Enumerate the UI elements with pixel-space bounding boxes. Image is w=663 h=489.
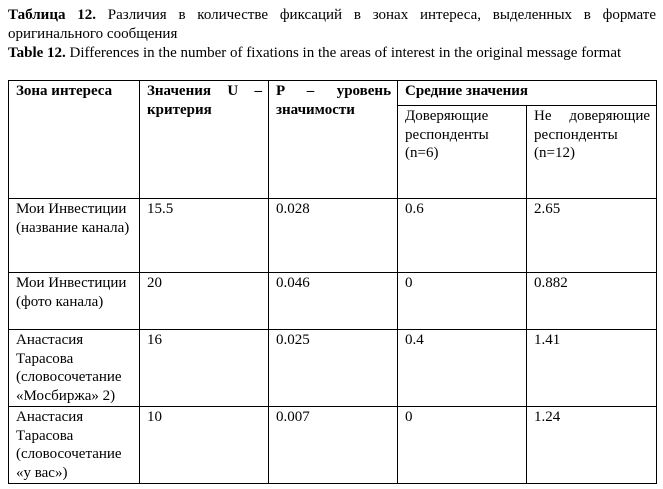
header-u-criterion: Значения U – критерия: [140, 81, 269, 199]
cell-zone: Мои Инвестиции (название канала): [9, 199, 140, 273]
cell-p-value: 0.007: [269, 407, 398, 484]
table-row: [9, 199, 657, 273]
cell-not-trusting-mean: 1.24: [527, 407, 657, 484]
cell-zone: Мои Инвестиции (фото канала): [9, 273, 140, 330]
cell-not-trusting-mean: 1.41: [527, 330, 657, 407]
cell-u-value: 10: [140, 407, 269, 484]
table-header-row-top: [9, 81, 657, 106]
table-caption-ru-label: Таблица 12.: [8, 7, 96, 23]
table-caption-en-label: Table 12.: [8, 45, 66, 61]
table-row: [9, 273, 657, 330]
header-zone-of-interest: Зона интереса: [9, 81, 140, 199]
cell-zone: Анастасия Тарасова (словосочетание «Мосбиржа» 2): [9, 330, 140, 407]
table-row: [9, 330, 657, 407]
table-caption-en: [8, 44, 656, 63]
cell-u-value: 20: [140, 273, 269, 330]
cell-zone: Анастасия Тарасова (словосочетание «у вас»): [9, 407, 140, 484]
subheader-not-trusting-respondents: Не доверяющие респонденты (n=12): [527, 106, 657, 199]
table-caption-ru-text: Различия в количестве фиксаций в зонах интереса, выделенных в формате оригинального сообщения: [8, 7, 657, 42]
cell-trusting-mean: 0: [398, 273, 527, 330]
cell-trusting-mean: 0.6: [398, 199, 527, 273]
cell-p-value: 0.028: [269, 199, 398, 273]
cell-p-value: 0.025: [269, 330, 398, 407]
cell-not-trusting-mean: 0.882: [527, 273, 657, 330]
header-p-significance: P – уровень значимости: [269, 81, 398, 199]
cell-p-value: 0.046: [269, 273, 398, 330]
header-mean-values: Средние значения: [398, 81, 657, 106]
table-caption-en-text: Differences in the number of fixations in the areas of interest in the original message format: [69, 45, 622, 61]
cell-u-value: 15.5: [140, 199, 269, 273]
table-caption-ru: [8, 6, 656, 44]
table-row: [9, 407, 657, 484]
cell-trusting-mean: 0.4: [398, 330, 527, 407]
cell-not-trusting-mean: 2.65: [527, 199, 657, 273]
subheader-trusting-respondents: Доверяющие респонденты (n=6): [398, 106, 527, 199]
cell-u-value: 16: [140, 330, 269, 407]
fixations-table: [8, 80, 657, 484]
cell-trusting-mean: 0: [398, 407, 527, 484]
